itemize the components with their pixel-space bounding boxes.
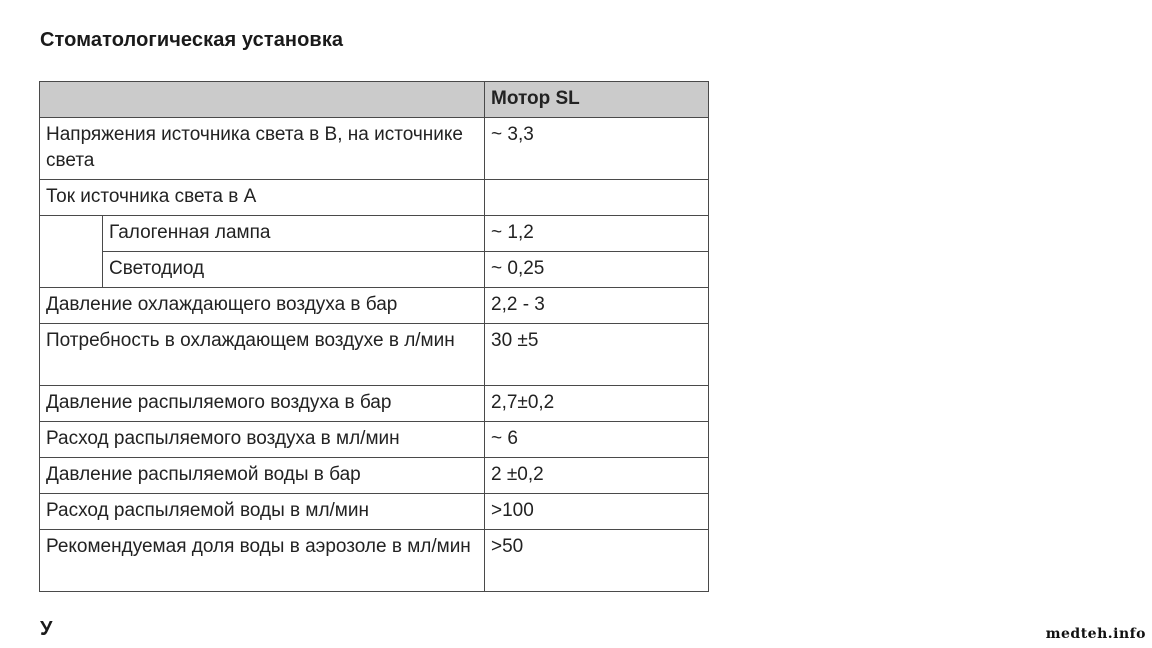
section-title: Стоматологическая установка xyxy=(40,29,344,51)
row-value: ~ 3,3 xyxy=(485,118,709,180)
row-value: 30 ±5 xyxy=(485,324,709,386)
row-value: ~ 0,25 xyxy=(485,252,709,288)
row-label: Рекомендуемая доля воды в аэрозоле в мл/мин xyxy=(40,530,485,592)
table-row xyxy=(40,288,709,324)
table-row xyxy=(40,494,709,530)
header-model-cell: Мотор SL xyxy=(485,82,709,118)
next-heading-fragment: У xyxy=(40,618,53,640)
row-value: >50 xyxy=(485,530,709,592)
row-label: Давление распыляемого воздуха в бар xyxy=(40,386,485,422)
table-row xyxy=(40,252,709,288)
row-label: Расход распыляемой воды в мл/мин xyxy=(40,494,485,530)
row-label: Расход распыляемого воздуха в мл/мин xyxy=(40,422,485,458)
row-value: >100 xyxy=(485,494,709,530)
row-label: Давление охлаждающего воздуха в бар xyxy=(40,288,485,324)
table-row xyxy=(40,458,709,494)
row-value xyxy=(485,180,709,216)
table-row xyxy=(40,324,709,386)
row-value: ~ 1,2 xyxy=(485,216,709,252)
table-row xyxy=(40,422,709,458)
header-parameter-cell xyxy=(40,82,485,118)
table-header-row xyxy=(40,82,709,118)
row-label: Светодиод xyxy=(103,252,485,288)
indent-cell xyxy=(40,216,103,288)
site-watermark: medteh.info xyxy=(1045,626,1146,642)
row-value: 2 ±0,2 xyxy=(485,458,709,494)
row-value: 2,2 - 3 xyxy=(485,288,709,324)
row-value: 2,7±0,2 xyxy=(485,386,709,422)
row-label: Галогенная лампа xyxy=(103,216,485,252)
spec-table xyxy=(39,81,709,592)
table-row xyxy=(40,530,709,592)
table-row xyxy=(40,180,709,216)
row-label: Ток источника света в А xyxy=(40,180,485,216)
table-row xyxy=(40,118,709,180)
row-label: Напряжения источника света в В, на источнике света xyxy=(40,118,485,180)
table-row xyxy=(40,386,709,422)
row-value: ~ 6 xyxy=(485,422,709,458)
row-label: Потребность в охлаждающем воздухе в л/мин xyxy=(40,324,485,386)
table-row xyxy=(40,216,709,252)
row-label: Давление распыляемой воды в бар xyxy=(40,458,485,494)
